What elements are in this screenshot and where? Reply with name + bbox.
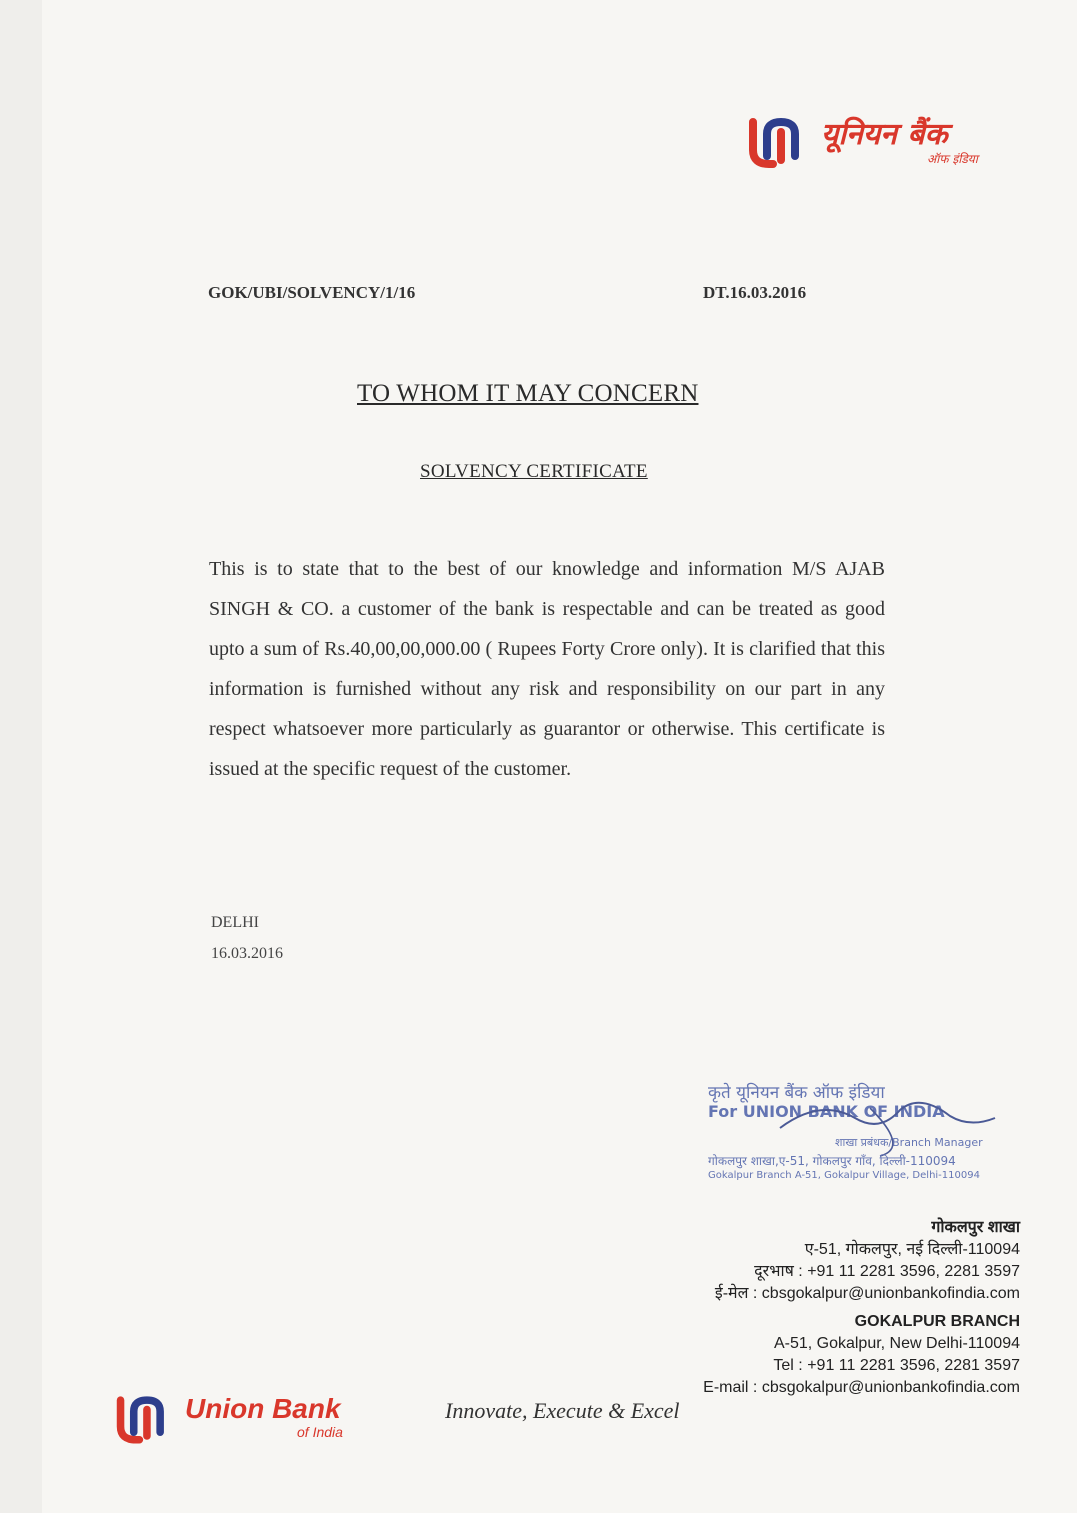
header-logo xyxy=(745,112,1005,174)
footer-logo xyxy=(113,1392,373,1450)
page-margin-shadow xyxy=(0,0,42,1513)
letter-date: DT.16.03.2016 xyxy=(703,283,807,302)
union-bank-logo-icon xyxy=(745,116,815,168)
bank-tagline: Innovate, Execute & Excel xyxy=(445,1398,680,1423)
issue-place: DELHI xyxy=(211,914,259,931)
address-english-phone: Tel : +91 11 2281 3596, 2281 3597 xyxy=(773,1357,1020,1374)
address-english xyxy=(703,1311,1020,1399)
footer-bank-name: Union Bank xyxy=(185,1393,341,1424)
bank-subtitle-hindi: ऑफ इंडिया xyxy=(927,152,978,166)
address-english-branch: GOKALPUR BRANCH xyxy=(854,1313,1020,1330)
address-hindi-street: ए-51, गोकलपुर, नई दिल्ली-110094 xyxy=(804,1241,1020,1258)
bank-name-hindi: यूनियन बैंक xyxy=(821,117,948,152)
address-english-street: A-51, Gokalpur, New Delhi-110094 xyxy=(773,1335,1020,1352)
stamp-branch-hindi: गोकलपुर शाखा,ए-51, गोकलपुर गाँव, दिल्ली-110094 xyxy=(708,1154,956,1168)
footer-bank-subtitle: of India xyxy=(297,1424,343,1440)
union-bank-footer-logo-icon xyxy=(113,1392,179,1446)
stamp-line-english: For UNION BANK OF INDIA xyxy=(708,1102,945,1121)
address-hindi-email: ई-मेल : cbsgokalpur@unionbankofindia.com xyxy=(714,1285,1020,1302)
certificate-body: This is to state that to the best of our knowledge and information M/S AJAB SINGH & CO. a customer of the bank is respectable and can be treated as good upto a sum of Rs.40,00,00,000.00 ( Rupees Forty Crore only). It is clarified that this information is furnished without any risk and responsibility on our part in any respect whatsoever more particularly as guarantor or otherwise. This certificate is issued at the specific request of the customer. xyxy=(209,558,885,780)
stamp-branch-english: Gokalpur Branch A-51, Gokalpur Village, Delhi-110094 xyxy=(708,1170,980,1181)
address-hindi-phone: दूरभाष : +91 11 2281 3596, 2281 3597 xyxy=(754,1263,1020,1280)
certificate-subtitle: SOLVENCY CERTIFICATE xyxy=(420,461,648,482)
address-english-email: E-mail : cbsgokalpur@unionbankofindia.com xyxy=(703,1379,1020,1396)
branch-stamp xyxy=(700,1080,1000,1190)
reference-number: GOK/UBI/SOLVENCY/1/16 xyxy=(208,283,416,302)
address-hindi xyxy=(715,1217,1020,1305)
address-hindi-branch: गोकलपुर शाखा xyxy=(931,1219,1020,1236)
stamp-line-hindi: कृते यूनियन बैंक ऑफ इंडिया xyxy=(708,1083,885,1103)
issue-date: 16.03.2016 xyxy=(211,945,283,962)
stamp-designation: शाखा प्रबंधक/Branch Manager xyxy=(835,1136,983,1149)
letter-title: TO WHOM IT MAY CONCERN xyxy=(357,380,699,407)
